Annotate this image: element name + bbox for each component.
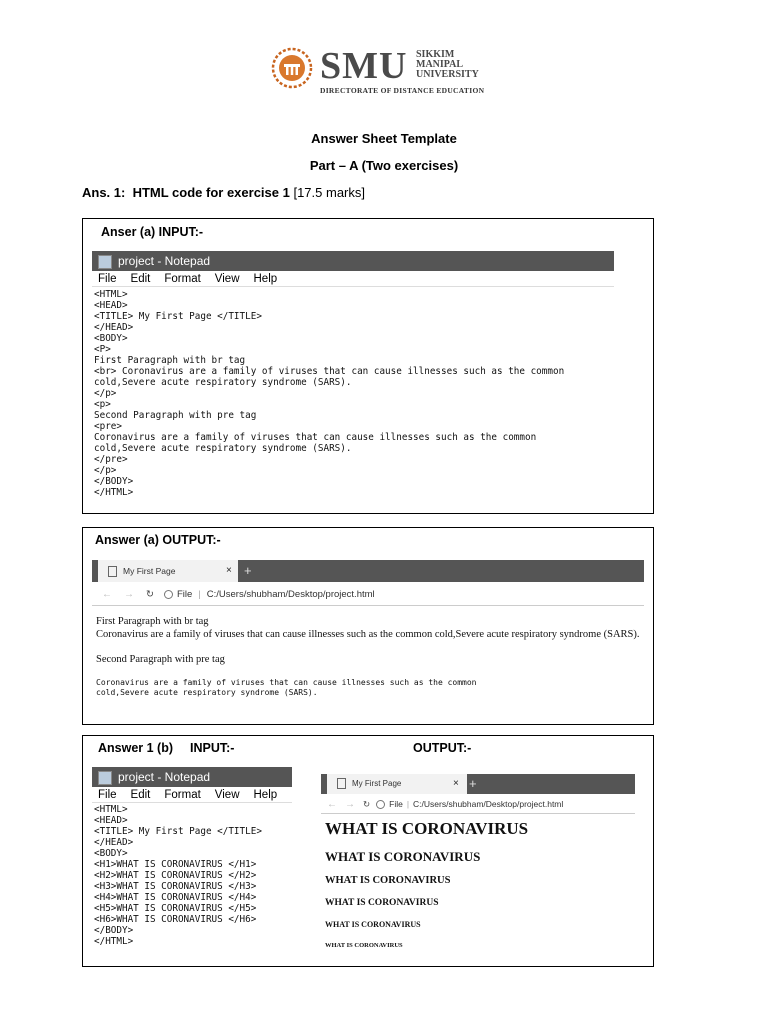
notepad-menubar (92, 271, 614, 287)
logo-subtitle: DIRECTORATE OF DISTANCE EDUCATION (320, 86, 485, 95)
output-h5: WHAT IS CORONAVIRUS (325, 920, 421, 929)
logo-line-3: UNIVERSITY (416, 69, 479, 80)
answer-1-prefix: Ans. 1: (82, 185, 126, 200)
browser-tab[interactable] (98, 560, 238, 582)
file-label: File (176, 589, 193, 600)
notepad-b-titlebar (92, 767, 292, 787)
notepad-title: project - Notepad (118, 254, 211, 268)
answer-b-input-label: INPUT:- (190, 741, 235, 755)
menu-b-view[interactable]: View (214, 789, 240, 801)
menu-edit[interactable]: Edit (130, 273, 151, 285)
output-h2: WHAT IS CORONAVIRUS (325, 849, 481, 864)
notepad-b-title: project - Notepad (118, 770, 211, 784)
back-b-icon[interactable]: ← (327, 799, 337, 810)
url-field[interactable]: C:/Users/shubham/Desktop/project.html (206, 589, 375, 600)
output-h1: WHAT IS CORONAVIRUS (325, 819, 529, 838)
notepad-code-text[interactable]: <HTML> <HEAD> <TITLE> My First Page </TITLE> </HEAD> <BODY> <P> First Paragraph with br tag <br> Coronavirus are a family of viruses that can cause illnesses such as the common cold,Severe acute respiratory syndrome (SARS). </p> <p> Second Paragraph with pre tag <pre> Coronavirus are a family of viruses that can cause illnesses such as the common cold,Severe acute respiratory syndrome (SARS). </pre> </p> </BODY> </HTML> (94, 289, 565, 498)
logo-university-name (416, 50, 479, 80)
new-tab-icon[interactable]: + (244, 563, 252, 578)
logo-line-1: SIKKIM (416, 49, 455, 60)
menu-help[interactable]: Help (253, 273, 278, 285)
answer-1-heading (82, 185, 365, 200)
menu-b-format[interactable]: Format (164, 789, 201, 801)
answer-a-output-box (82, 527, 654, 725)
output-h3: WHAT IS CORONAVIRUS (325, 875, 451, 886)
notepad-icon (98, 255, 112, 269)
menu-b-file[interactable]: File (98, 789, 117, 801)
answer-b-box (82, 735, 654, 967)
answer-b-label: Answer 1 (b) (98, 741, 174, 755)
logo-line-2: MANIPAL (416, 59, 464, 70)
output-para-1-text: Coronavirus are a family of viruses that can cause illnesses such as the common cold,Severe acute respiratory syndrome (SARS). (96, 629, 640, 640)
reload-icon[interactable]: ↻ (146, 589, 154, 600)
info-icon (164, 590, 173, 599)
menu-b-help[interactable]: Help (253, 789, 278, 801)
notepad-titlebar (92, 251, 614, 271)
browser-addressbar: ← → ↻ File | C:/Users/shubham/Desktop/project.html (92, 584, 644, 606)
notepad-b-menubar (92, 787, 292, 803)
university-emblem-icon (270, 46, 314, 90)
sheet-title: Answer Sheet Template (311, 131, 457, 146)
close-tab-icon[interactable]: × (226, 565, 232, 576)
file-b-label: File (389, 799, 403, 809)
answer-b-output-label: OUTPUT:- (413, 741, 472, 755)
part-title: Part – A (Two exercises) (309, 158, 459, 173)
browser-tabbar (92, 560, 644, 582)
forward-icon[interactable]: → (124, 589, 134, 600)
notepad-b-icon (98, 771, 112, 785)
back-icon[interactable]: ← (102, 589, 112, 600)
menu-view[interactable]: View (214, 273, 240, 285)
smu-logo (270, 44, 490, 96)
output-h6: WHAT IS CORONAVIRUS (325, 942, 403, 949)
notepad-b-code-text[interactable]: <HTML> <HEAD> <TITLE> My First Page </TITLE> </HEAD> <BODY> <H1>WHAT IS CORONAVIRUS </H1> <H2>WHAT IS CORONAVIRUS </H2> <H3>WHAT IS CORONAVIRUS </H3> <H4>WHAT IS CORONAVIRUS </H4> <H5>WHAT IS CORONAVIRUS </H5> <H6>WHAT IS CORONAVIRUS </H6> </BODY> </HTML> (94, 804, 262, 947)
output-h4: WHAT IS CORONAVIRUS (325, 898, 439, 908)
browser-b-tabbar (321, 774, 635, 794)
browser-b-tab[interactable] (327, 774, 467, 794)
answer-1-text: HTML code for exercise 1 (132, 185, 290, 200)
forward-b-icon[interactable]: → (345, 799, 355, 810)
close-tab-b-icon[interactable]: × (453, 778, 459, 789)
browser-b-addressbar: ← → ↻ File | C:/Users/shubham/Desktop/project.html (321, 794, 635, 814)
answer-1-marks: [17.5 marks] (293, 185, 365, 200)
answer-a-output-label: Answer (a) OUTPUT:- (95, 533, 221, 547)
tab-b-title: My First Page (352, 779, 402, 788)
reload-b-icon[interactable]: ↻ (363, 799, 371, 809)
tab-title: My First Page (123, 566, 176, 576)
page-icon (108, 566, 117, 577)
new-tab-b-icon[interactable]: + (469, 776, 477, 791)
answer-a-input-box (82, 218, 654, 514)
output-para-2-heading: Second Paragraph with pre tag (96, 654, 225, 665)
page-b-icon (337, 778, 346, 789)
url-b-field[interactable]: C:/Users/shubham/Desktop/project.html (413, 799, 564, 809)
output-para-1-heading: First Paragraph with br tag (96, 616, 209, 627)
menu-file[interactable]: File (98, 273, 117, 285)
output-pre-text: Coronavirus are a family of viruses that can cause illnesses such as the common cold,Severe acute respiratory syndrome (SARS). (96, 678, 477, 697)
menu-b-edit[interactable]: Edit (130, 789, 151, 801)
menu-format[interactable]: Format (164, 273, 201, 285)
logo-wordmark: SMU (320, 45, 408, 87)
answer-a-input-label: Anser (a) INPUT:- (101, 225, 204, 239)
info-b-icon (376, 800, 385, 809)
